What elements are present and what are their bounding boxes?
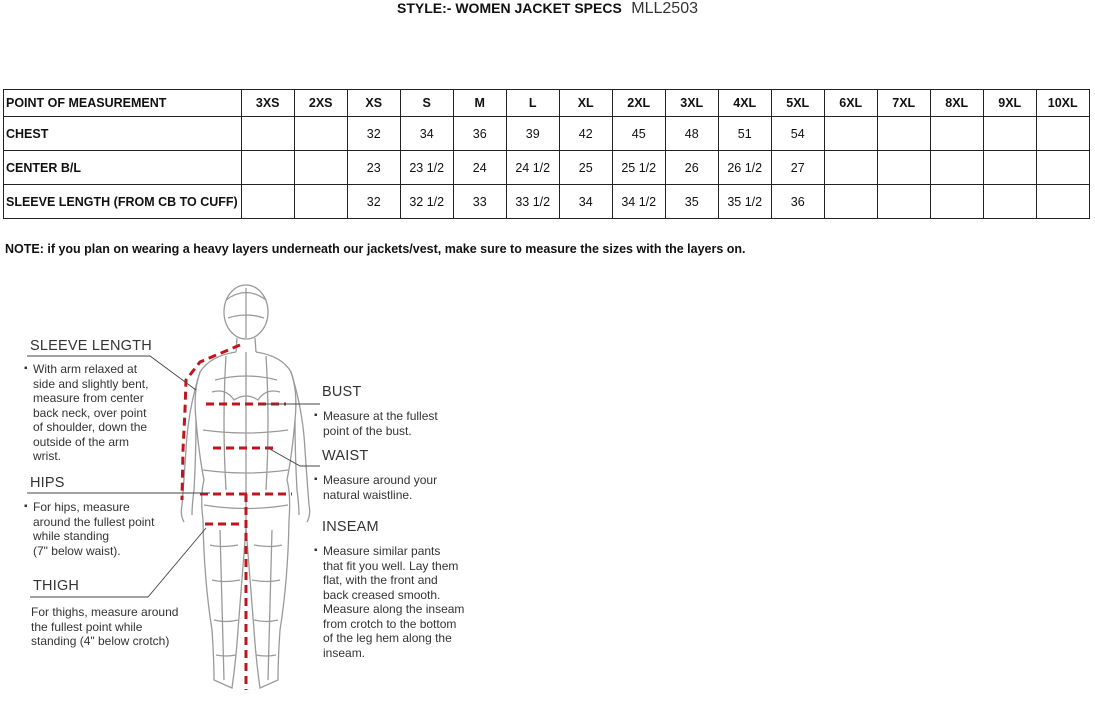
table-cell: 33 1/2 xyxy=(506,185,559,219)
table-cell: 24 1/2 xyxy=(506,151,559,185)
hips-description: ▪ For hips, measure around the fullest point while standing (7" below waist). xyxy=(33,500,154,558)
table-cell: 34 xyxy=(559,185,612,219)
table-cell: 35 xyxy=(665,185,718,219)
table-cell: 27 xyxy=(771,151,824,185)
column-header-size: 2XS xyxy=(294,90,347,117)
table-cell xyxy=(294,151,347,185)
page-title xyxy=(0,0,1095,24)
layering-note: NOTE: if you plan on wearing a heavy layers underneath our jackets/vest, make sure to measure the sizes with the layers on. xyxy=(5,242,746,256)
inseam-description: ▪ Measure similar pants that fit you well. Lay them flat, with the front and back creased smooth. Measure along the inseam from crotch to the bottom of the leg hem along the inseam. xyxy=(323,544,464,660)
bust-description: ▪ Measure at the fullest point of the bust. xyxy=(323,409,438,438)
column-header-size: 3XL xyxy=(665,90,718,117)
row-label: CHEST xyxy=(4,117,242,151)
table-row xyxy=(4,151,1090,185)
sleeve-length-label: SLEEVE LENGTH xyxy=(30,338,152,354)
table-cell xyxy=(241,185,294,219)
sleeve-length-description: ▪ With arm relaxed at side and slightly bent, measure from center back neck, over point of shoulder, down the outside of the arm wrist. xyxy=(33,362,148,464)
table-cell: 26 xyxy=(665,151,718,185)
table-cell xyxy=(1036,117,1089,151)
column-header-size: 9XL xyxy=(983,90,1036,117)
table-cell: 25 1/2 xyxy=(612,151,665,185)
size-spec-table xyxy=(3,89,1090,219)
table-cell xyxy=(930,117,983,151)
table-cell xyxy=(824,151,877,185)
table-cell: 32 1/2 xyxy=(400,185,453,219)
style-title: STYLE:- WOMEN JACKET SPECS xyxy=(397,0,622,16)
column-header-size: 2XL xyxy=(612,90,665,117)
table-row xyxy=(4,117,1090,151)
table-cell xyxy=(877,185,930,219)
table-cell: 33 xyxy=(453,185,506,219)
table-cell: 51 xyxy=(718,117,771,151)
table-cell: 24 xyxy=(453,151,506,185)
table-cell: 54 xyxy=(771,117,824,151)
hips-label: HIPS xyxy=(30,475,65,491)
table-cell: 36 xyxy=(453,117,506,151)
table-cell xyxy=(1036,185,1089,219)
column-header-size: L xyxy=(506,90,559,117)
table-cell: 32 xyxy=(347,117,400,151)
table-cell xyxy=(877,117,930,151)
thigh-label: THIGH xyxy=(33,578,80,594)
column-header-size: S xyxy=(400,90,453,117)
table-cell xyxy=(983,117,1036,151)
table-header-row xyxy=(4,90,1090,117)
table-cell xyxy=(877,151,930,185)
column-header-size: 6XL xyxy=(824,90,877,117)
table-cell: 34 xyxy=(400,117,453,151)
table-cell: 48 xyxy=(665,117,718,151)
table-cell: 23 1/2 xyxy=(400,151,453,185)
table-cell: 34 1/2 xyxy=(612,185,665,219)
row-label: SLEEVE LENGTH (FROM CB TO CUFF) xyxy=(4,185,242,219)
column-header-size: 10XL xyxy=(1036,90,1089,117)
sleeve-length-line xyxy=(182,345,240,500)
column-header-size: XL xyxy=(559,90,612,117)
waist-description: ▪ Measure around your natural waistline. xyxy=(323,473,437,502)
style-code: MLL2503 xyxy=(631,0,698,17)
table-cell xyxy=(1036,151,1089,185)
table-cell xyxy=(241,151,294,185)
column-header-size: 7XL xyxy=(877,90,930,117)
table-cell: 32 xyxy=(347,185,400,219)
column-header-size: 5XL xyxy=(771,90,824,117)
table-cell: 23 xyxy=(347,151,400,185)
waist-label: WAIST xyxy=(322,448,369,464)
column-header-size: 4XL xyxy=(718,90,771,117)
column-header-size: 3XS xyxy=(241,90,294,117)
table-cell: 35 1/2 xyxy=(718,185,771,219)
table-cell xyxy=(824,185,877,219)
table-cell: 26 1/2 xyxy=(718,151,771,185)
bust-label: BUST xyxy=(322,384,362,400)
column-header-size: XS xyxy=(347,90,400,117)
table-row xyxy=(4,185,1090,219)
column-header-size: M xyxy=(453,90,506,117)
table-cell xyxy=(241,117,294,151)
table-cell: 36 xyxy=(771,185,824,219)
thigh-description: For thighs, measure around the fullest point while standing (4" below crotch) xyxy=(31,605,179,648)
table-cell xyxy=(983,185,1036,219)
column-header-measurement: POINT OF MEASUREMENT xyxy=(4,90,242,117)
table-cell xyxy=(930,185,983,219)
inseam-label: INSEAM xyxy=(322,519,379,535)
table-cell: 25 xyxy=(559,151,612,185)
table-cell xyxy=(930,151,983,185)
table-cell xyxy=(983,151,1036,185)
table-cell xyxy=(294,185,347,219)
table-cell: 39 xyxy=(506,117,559,151)
table-cell: 45 xyxy=(612,117,665,151)
table-cell xyxy=(824,117,877,151)
column-header-size: 8XL xyxy=(930,90,983,117)
table-cell: 42 xyxy=(559,117,612,151)
row-label: CENTER B/L xyxy=(4,151,242,185)
table-cell xyxy=(294,117,347,151)
